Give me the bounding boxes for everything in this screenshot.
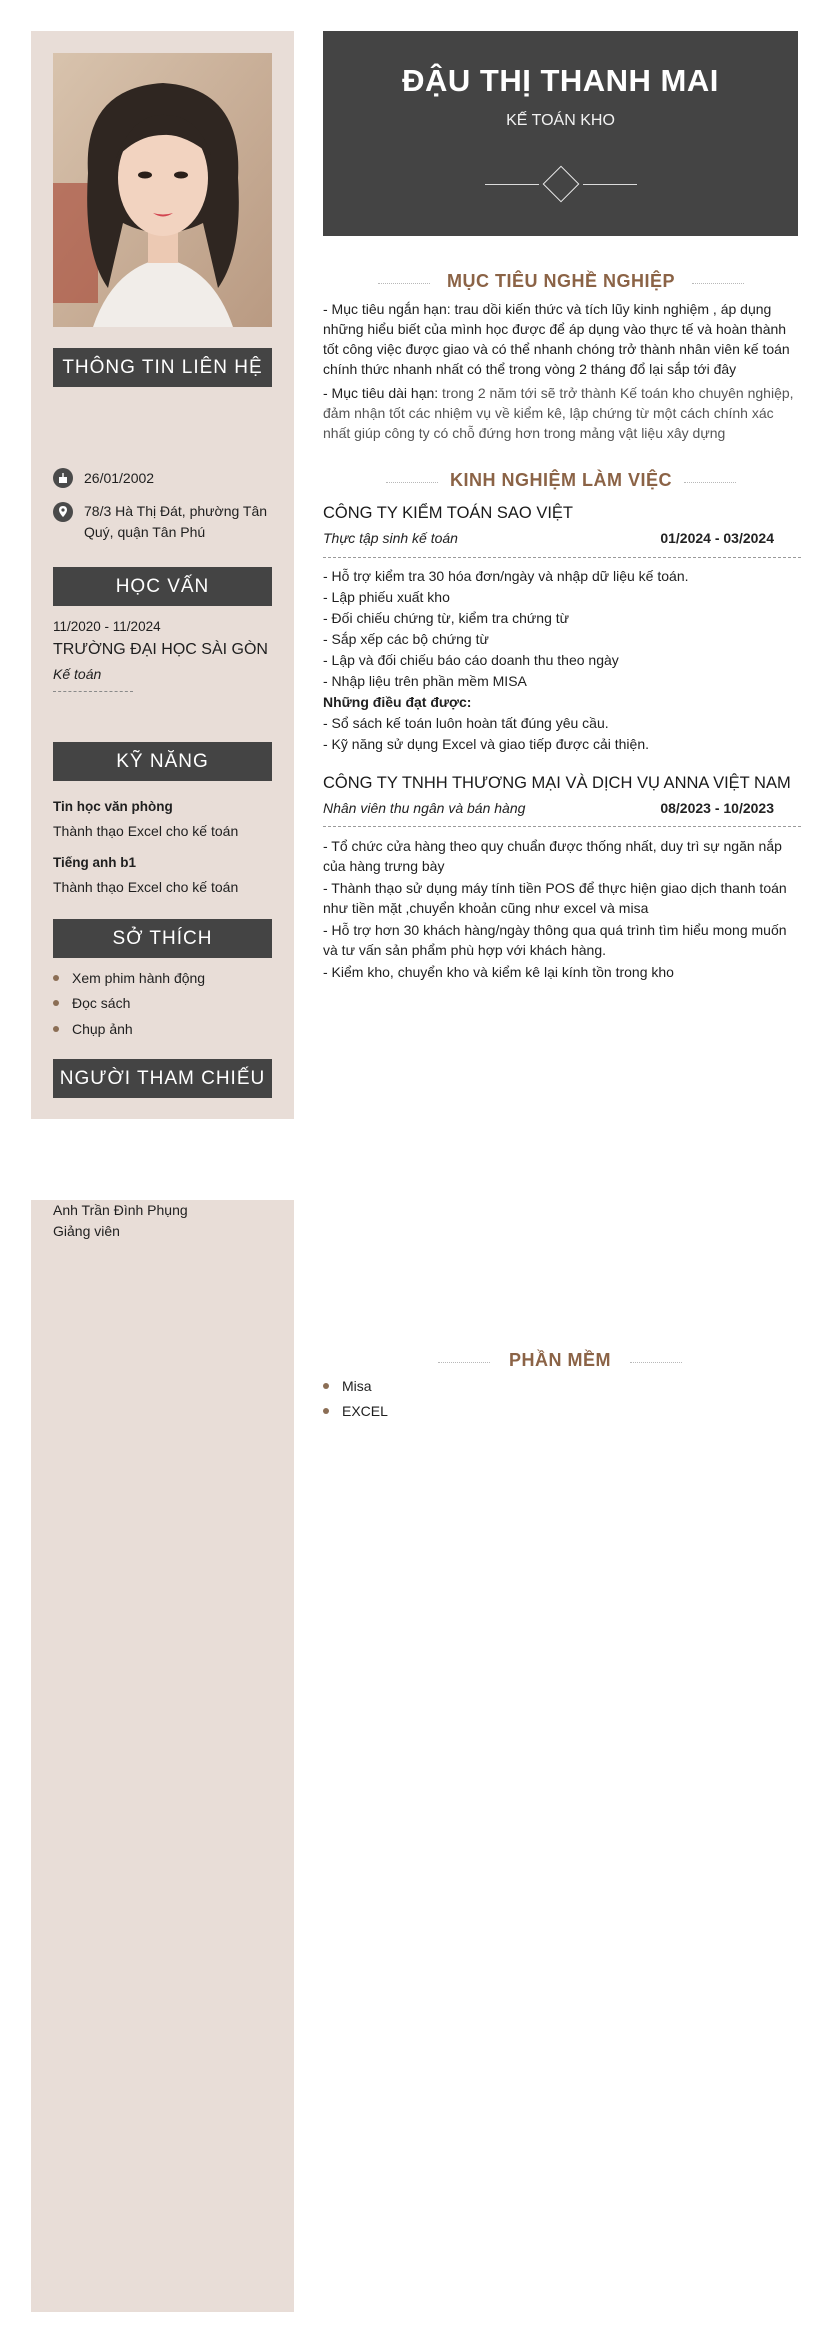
job-duty: - Thành thạo sử dụng máy tính tiền POS để thực hiện giao dịch thanh toán như tiền mặt ,chuyển khoản cũng như excel và misa bbox=[323, 880, 787, 916]
skill-description: Thành thạo Excel cho kế toán bbox=[53, 879, 239, 895]
cake-icon bbox=[53, 468, 73, 488]
location-pin-icon bbox=[53, 502, 73, 522]
skill-name: Tiếng anh b1 bbox=[53, 855, 137, 870]
objective-long-term: - Mục tiêu dài hạn: trong 2 năm tới sẽ trở thành Kế toán kho chuyên nghiệp, đảm nhận tốt các nhiệm vụ về kiểm kê, lập chứng từ một cách chính xác nhất giúp công ty có chỗ đứng hơn trong mảng vật liệu xây dựng bbox=[323, 385, 794, 441]
sidebar-page-2 bbox=[31, 1200, 294, 2312]
skill-name: Tin học văn phòng bbox=[53, 799, 173, 814]
job-achievement: - Sổ sách kế toán luôn hoàn tất đúng yêu cầu. bbox=[323, 715, 609, 731]
job-duty: - Lập phiếu xuất kho bbox=[323, 589, 450, 605]
job-period: 01/2024 - 03/2024 bbox=[660, 530, 774, 546]
job-duty: - Tổ chức cửa hàng theo quy chuẩn được thống nhất, duy trì sự ngăn nắp của hàng trưng bày bbox=[323, 838, 782, 874]
job-duty: - Nhập liệu trên phần mềm MISA bbox=[323, 673, 527, 689]
title-dots-right bbox=[684, 482, 736, 483]
education-period: 11/2020 - 11/2024 bbox=[53, 619, 161, 634]
skills-heading: KỸ NĂNG bbox=[53, 742, 272, 781]
job-duty: - Lập và đối chiếu báo cáo doanh thu theo ngày bbox=[323, 652, 619, 668]
job-company: CÔNG TY KIỂM TOÁN SAO VIỆT bbox=[323, 504, 574, 522]
education-school: TRƯỜNG ĐẠI HỌC SÀI GÒN bbox=[53, 641, 268, 658]
job-achievement: - Kỹ năng sử dụng Excel và giao tiếp được cải thiện. bbox=[323, 736, 649, 752]
title-dots-left bbox=[438, 1362, 490, 1363]
hobby-item: Đọc sách bbox=[53, 993, 272, 1013]
objective-short-term: - Mục tiêu ngắn hạn: trau dồi kiến thức và tích lũy kinh nghiệm , áp dụng những hiểu biết của mình học được để áp dụng vào thực tế và hoàn thành tốt công việc được giao và có thể nhanh chóng trở thành nhân viên kế toán chính thức nhanh nhất có thể trong vòng 2 tháng đổ lại sắp tới đây bbox=[323, 301, 790, 377]
bullet-icon bbox=[53, 1000, 59, 1006]
references-heading: NGƯỜI THAM CHIẾU bbox=[53, 1059, 272, 1098]
bullet-icon bbox=[323, 1383, 329, 1389]
education-major: Kế toán bbox=[53, 666, 102, 682]
bullet-icon bbox=[53, 975, 59, 981]
bullet-icon bbox=[53, 1026, 59, 1032]
title-dots-right bbox=[692, 283, 744, 284]
job-duty: - Hỗ trợ hơn 30 khách hàng/ngày thông qua quá trình tìm hiểu mong muốn và tư vấn sản phẩm phù hợp với khách hàng. bbox=[323, 922, 787, 958]
address-text: 78/3 Hà Thị Đát, phường Tân Quý, quận Tân Phú bbox=[84, 503, 268, 540]
candidate-role: KẾ TOÁN KHO bbox=[506, 112, 615, 129]
education-heading: HỌC VẤN bbox=[53, 567, 272, 606]
reference-name: Anh Trần Đình Phụng bbox=[53, 1202, 188, 1218]
job-duty: - Sắp xếp các bộ chứng từ bbox=[323, 631, 489, 647]
skill-description: Thành thạo Excel cho kế toán bbox=[53, 823, 239, 839]
header-divider-right bbox=[583, 184, 637, 185]
education-divider bbox=[53, 691, 133, 692]
profile-photo bbox=[53, 53, 272, 327]
bullet-icon bbox=[323, 1408, 329, 1414]
job-divider bbox=[323, 826, 801, 827]
job-duty: - Hỗ trợ kiểm tra 30 hóa đơn/ngày và nhập dữ liệu kế toán. bbox=[323, 568, 689, 584]
job-duty: - Kiểm kho, chuyển kho và kiểm kê lại kính tồn trong kho bbox=[323, 964, 674, 980]
birthday-text: 26/01/2002 bbox=[84, 470, 155, 486]
title-dots-left bbox=[386, 482, 438, 483]
software-heading: PHẦN MỀM bbox=[509, 1350, 611, 1370]
experience-heading: KINH NGHIỆM LÀM VIỆC bbox=[449, 470, 672, 490]
hobbies-heading: SỞ THÍCH bbox=[53, 919, 272, 958]
reference-title: Giảng viên bbox=[53, 1223, 120, 1239]
software-item: EXCEL bbox=[323, 1401, 623, 1421]
job-period: 08/2023 - 10/2023 bbox=[660, 800, 774, 816]
header-banner bbox=[323, 31, 798, 236]
job-divider bbox=[323, 557, 801, 558]
contact-heading: THÔNG TIN LIÊN HỆ bbox=[53, 348, 272, 387]
hobby-item: Chụp ảnh bbox=[53, 1019, 272, 1039]
header-divider-left bbox=[485, 184, 539, 185]
title-dots-left bbox=[378, 283, 430, 284]
candidate-name: ĐẬU THỊ THANH MAI bbox=[402, 63, 719, 98]
job-position: Nhân viên thu ngân và bán hàng 08/2023 - 10/2023 bbox=[323, 800, 774, 816]
job-position: Thực tập sinh kế toán 01/2024 - 03/2024 bbox=[323, 530, 774, 546]
hobby-item: Xem phim hành động bbox=[53, 968, 272, 988]
title-dots-right bbox=[630, 1362, 682, 1363]
job-company: CÔNG TY TNHH THƯƠNG MẠI VÀ DỊCH VỤ ANNA VIỆT NAM bbox=[323, 774, 791, 792]
diamond-ornament-icon bbox=[543, 166, 580, 203]
achievements-label: Những điều đạt được: bbox=[323, 694, 472, 710]
software-item: Misa bbox=[323, 1376, 623, 1396]
objective-heading: MỤC TIÊU NGHỀ NGHIỆP bbox=[446, 271, 675, 291]
job-duty: - Đối chiếu chứng từ, kiểm tra chứng từ bbox=[323, 610, 570, 626]
